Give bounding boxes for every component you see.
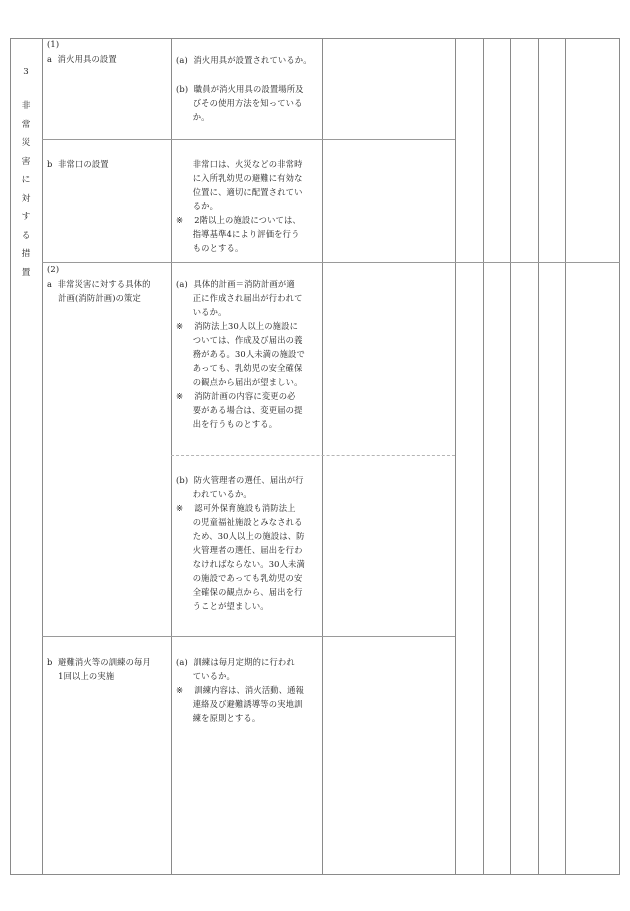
column-divider — [483, 38, 484, 875]
column-divider — [455, 38, 456, 875]
group-1-label: (1) — [47, 39, 60, 49]
section-title-char: 非 — [21, 101, 31, 111]
column-divider — [538, 38, 539, 875]
column-divider — [42, 38, 43, 875]
section-title-char: 措 — [21, 249, 31, 259]
column-divider — [565, 38, 566, 875]
section-title-char: 災 — [21, 138, 31, 148]
item-2b-drills: b 避難消火等の訓練の毎月 1回以上の実施 — [47, 657, 151, 681]
row-divider — [171, 455, 455, 456]
section-title-char: る — [21, 230, 31, 241]
item-1b-emergency-exit: b 非常口の設置 — [47, 159, 109, 169]
section-title-char: 置 — [21, 267, 31, 278]
section-number: 3 — [23, 67, 29, 77]
section-title-char: 害 — [21, 156, 31, 167]
section-title-char: す — [21, 212, 31, 222]
column-divider — [322, 38, 323, 875]
column-divider — [171, 38, 172, 875]
section-title — [10, 97, 42, 282]
row-divider — [42, 262, 620, 263]
item-2a-fire-plan: a 非常災害に対する具体的 計画(消防計画)の策定 — [47, 279, 151, 303]
criterion-2b: (a) 訓練は毎月定期的に行われ ているか。 ※ 訓練内容は、消火活動、通報 連絡及び避難誘導等の実地訓 練を原則とする。 — [176, 657, 305, 723]
column-divider — [510, 38, 511, 875]
group-2-label: (2) — [47, 264, 60, 274]
section-title-char: に — [21, 175, 31, 185]
item-1a-fire-equipment: a 消火用具の設置 — [47, 54, 117, 64]
row-divider — [42, 636, 455, 637]
criterion-1a-a: (a) 消火用具が設置されているか。 — [176, 55, 312, 65]
row-divider — [42, 139, 455, 140]
section-title-char: 対 — [21, 193, 31, 204]
criterion-2a-b: (b) 防火管理者の選任、届出が行 われているか。 ※ 認可外保育施設も消防法上 の児童福祉施設とみなされる ため、30人以上の施設は、防 火管理者の選任、届出を行わ なければならない。30人未満 の施設であっても乳幼児の安 全確保の観点から、届出を行 うことが望ましい。 — [176, 475, 305, 611]
criterion-1b: 非常口は、火災などの非常時 に入所乳幼児の避難に有効な 位置に、適切に配置されてい るか。 ※ 2階以上の施設については、 指導基準4により評価を行う ものとする。 — [176, 159, 303, 253]
section-title-char: 常 — [21, 119, 31, 130]
criterion-1a-b: (b) 職員が消火用具の設置場所及 びその使用方法を知っている か。 — [176, 84, 304, 122]
criterion-2a-a: (a) 具体的計画＝消防計画が適 正に作成され届出が行われて いるか。 ※ 消防法上30人以上の施設に ついては、作成及び届出の義 務がある。30人未満の施設で あっても、乳幼児の安全確保 の観点から届出が望ましい。 ※ 消防計画の内容に変更の必 要がある場合は、変更届の提 出を行うものとする。 — [176, 279, 305, 429]
